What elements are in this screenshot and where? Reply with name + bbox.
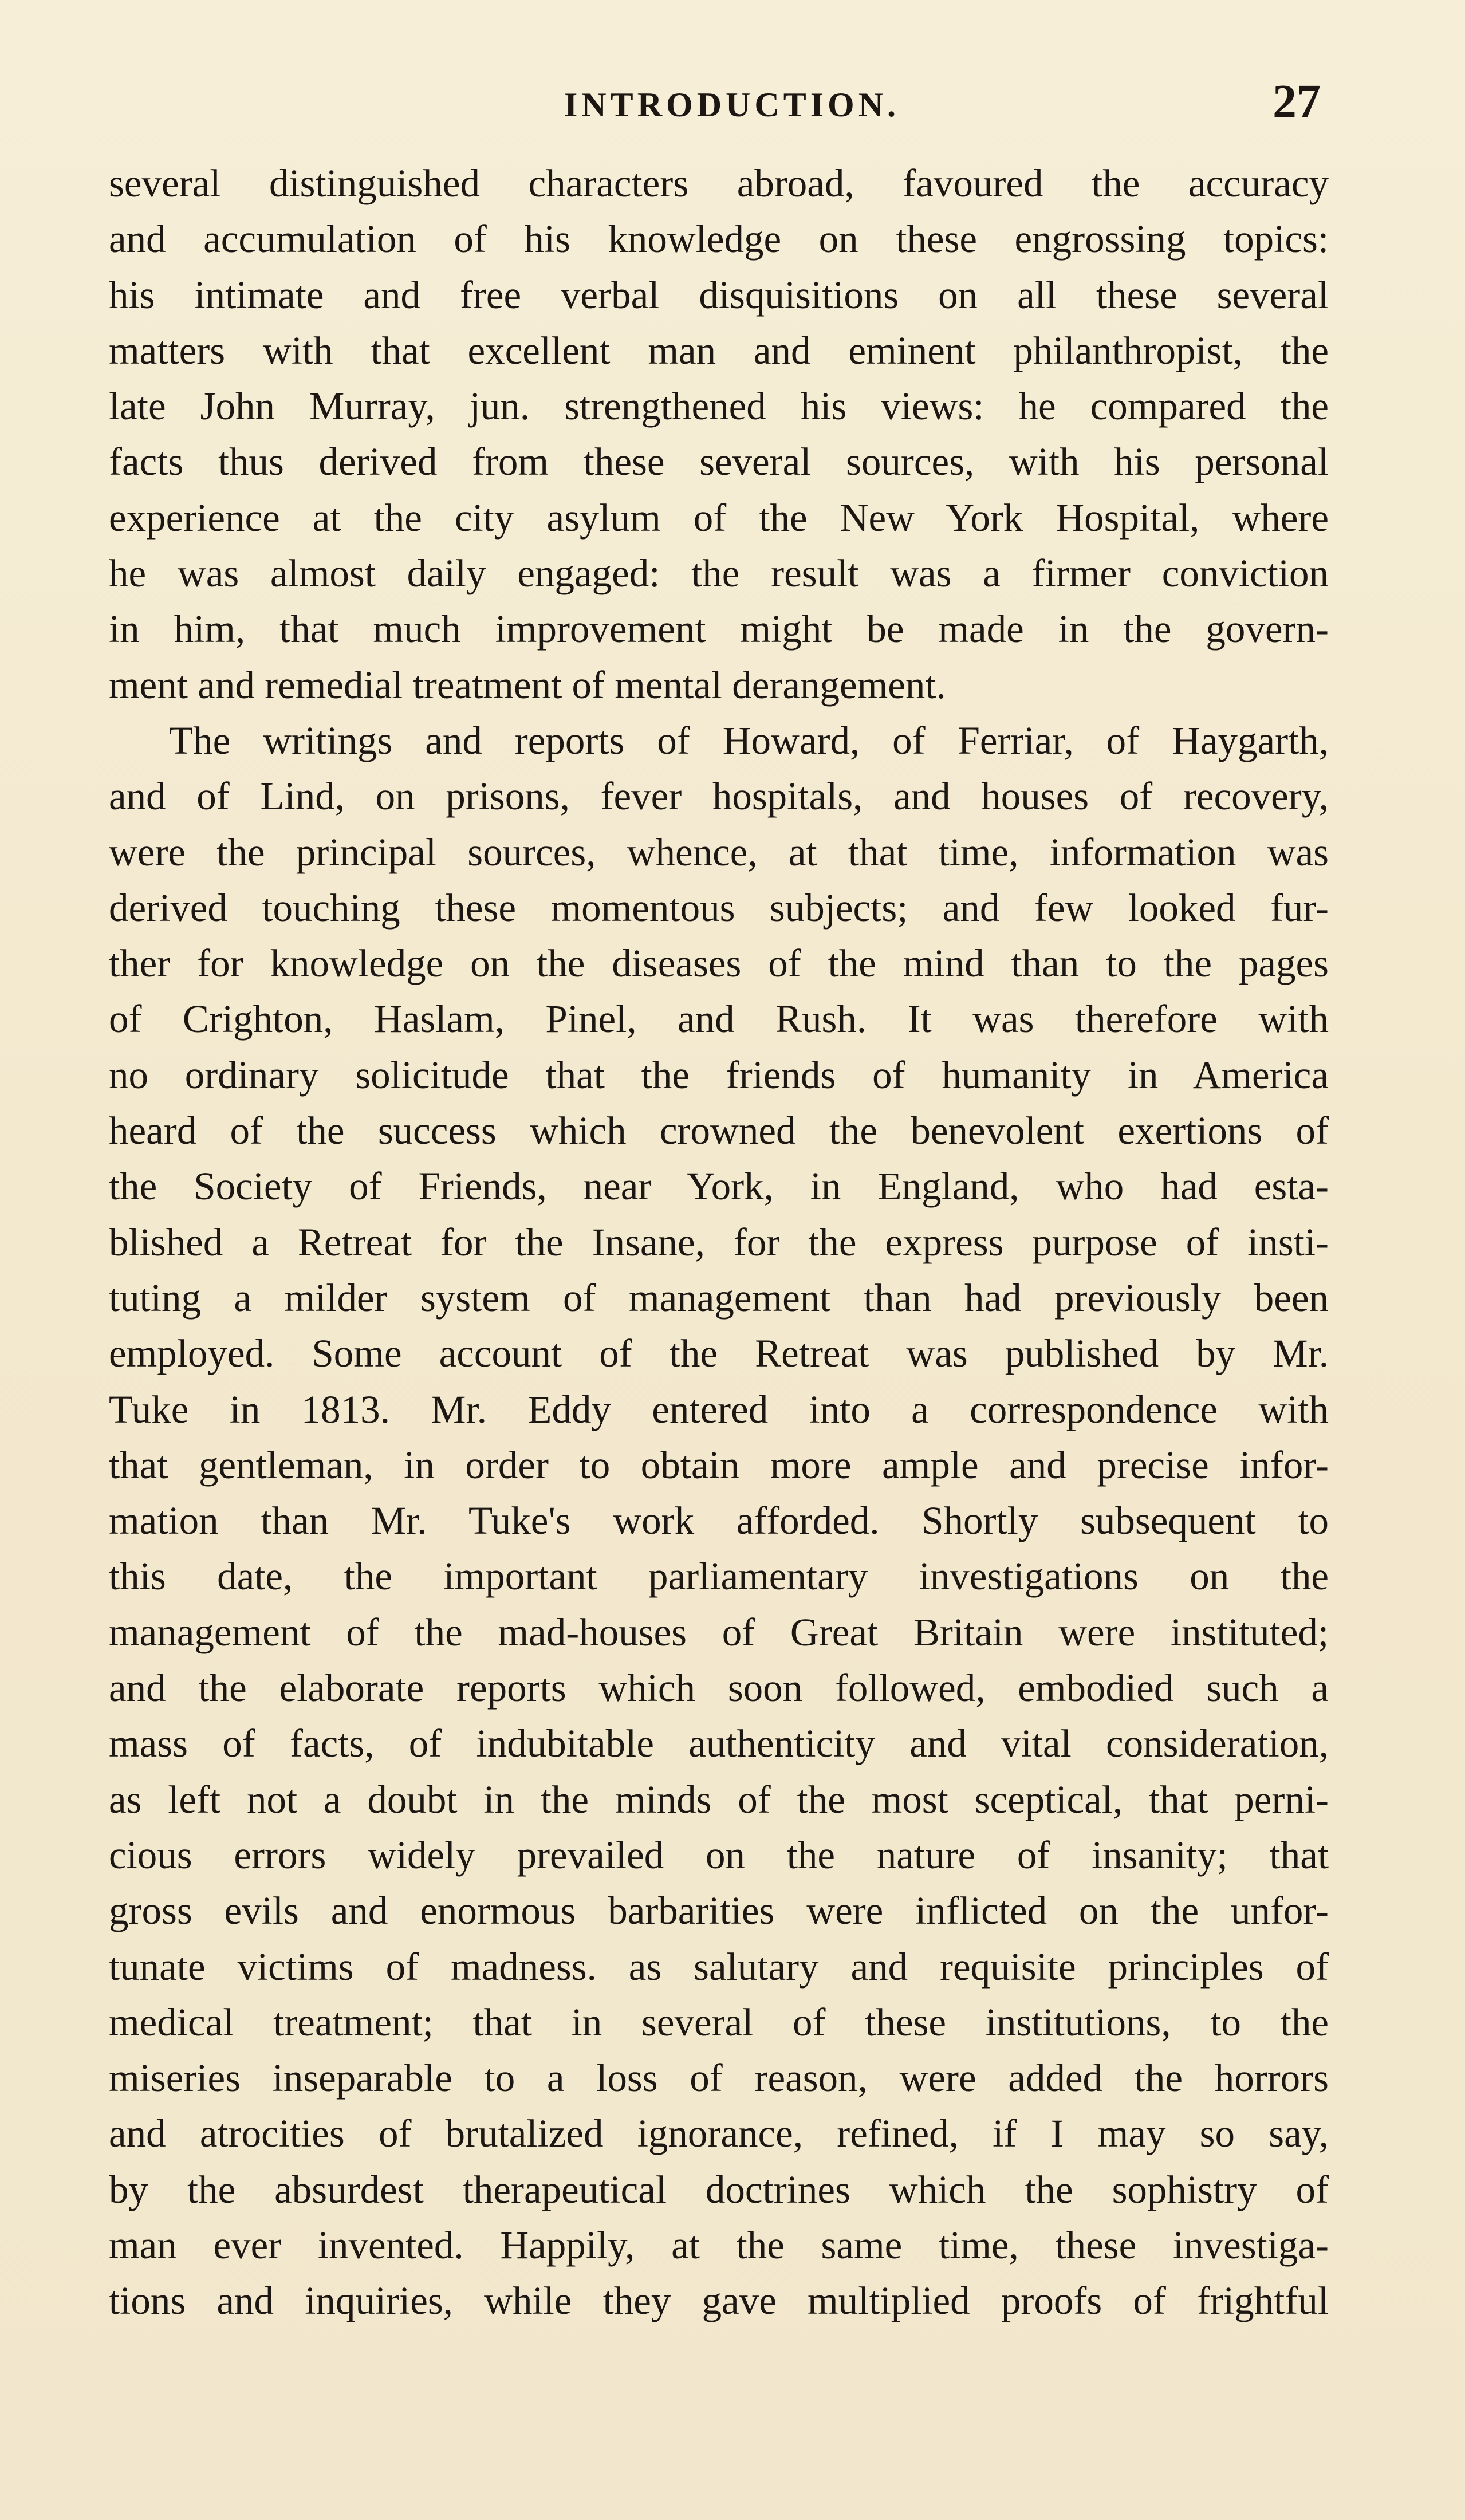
page-number: 27: [1273, 75, 1321, 128]
text-line: that gentleman, in order to obtain more ample and precise infor-: [109, 1443, 1329, 1487]
text-line: gross evils and enormous barbarities were inflicted on the unfor-: [109, 1889, 1329, 1933]
text-line: as left not a doubt in the minds of the most sceptical, that perni-: [109, 1777, 1329, 1821]
text-line: tuting a milder system of management than had previously been: [109, 1275, 1329, 1320]
text-line: tions and inquiries, while they gave multiplied proofs of frightful: [109, 2279, 1329, 2323]
text-line: derived touching these momentous subjects; and few looked fur-: [109, 885, 1329, 930]
text-line: ther for knowledge on the diseases of the mind than to the pages: [109, 942, 1329, 986]
running-head-title: INTRODUCTION.: [564, 86, 900, 124]
text-line: by the absurdest therapeutical doctrines which the sophistry of: [109, 2167, 1329, 2211]
text-line: his intimate and free verbal disquisitions on all these several: [109, 273, 1329, 317]
text-line: matters with that excellent man and eminent philanthropist, the: [109, 328, 1329, 372]
text-line: and accumulation of his knowledge on these engrossing topics:: [109, 217, 1329, 261]
text-line: experience at the city asylum of the New York Hospital, where: [109, 495, 1329, 540]
text-line: no ordinary solicitude that the friends of humanity in America: [109, 1053, 1329, 1097]
text-line: management of the mad-houses of Great Britain were instituted;: [109, 1610, 1329, 1654]
text-line: and atrocities of brutalized ignorance, refined, if I may so say,: [109, 2112, 1329, 2156]
text-line: cious errors widely prevailed on the nature of insanity; that: [109, 1833, 1329, 1877]
text-line: employed. Some account of the Retreat was published by Mr.: [109, 1332, 1329, 1376]
text-line: blished a Retreat for the Insane, for the express purpose of insti-: [109, 1220, 1329, 1264]
running-head: [0, 75, 1465, 131]
text-line: facts thus derived from these several sources, with his personal: [109, 440, 1329, 484]
text-line: mass of facts, of indubitable authenticity and vital consideration,: [109, 1722, 1329, 1766]
text-line: man ever invented. Happily, at the same time, these investiga-: [109, 2223, 1329, 2267]
text-line: this date, the important parliamentary investigations on the: [109, 1554, 1329, 1598]
text-line: miseries inseparable to a loss of reason, were added the horrors: [109, 2056, 1329, 2100]
text-line: tunate victims of madness. as salutary and requisite principles of: [109, 1944, 1329, 1989]
text-line: and the elaborate reports which soon followed, embodied such a: [109, 1666, 1329, 1710]
text-line: the Society of Friends, near York, in England, who had esta-: [109, 1164, 1329, 1208]
text-line: Tuke in 1813. Mr. Eddy entered into a correspondence with: [109, 1387, 1329, 1431]
text-line: The writings and reports of Howard, of Ferriar, of Haygarth,: [169, 718, 1329, 762]
text-line: ment and remedial treatment of mental derangement.: [109, 663, 946, 707]
text-line: several distinguished characters abroad, favoured the accuracy: [109, 162, 1329, 205]
text-line: in him, that much improvement might be made in the govern-: [109, 607, 1329, 651]
text-line: were the principal sources, whence, at that time, information was: [109, 830, 1329, 874]
body-text: [109, 156, 1329, 2329]
text-line: mation than Mr. Tuke's work afforded. Shortly subsequent to: [109, 1499, 1329, 1543]
text-line: heard of the success which crowned the benevolent exertions of: [109, 1109, 1329, 1153]
text-line: he was almost daily engaged: the result was a firmer conviction: [109, 552, 1329, 596]
text-line: medical treatment; that in several of these institutions, to the: [109, 2000, 1329, 2044]
text-line: of Crighton, Haslam, Pinel, and Rush. It was therefore with: [109, 997, 1329, 1041]
text-line: and of Lind, on prisons, fever hospitals, and houses of recovery,: [109, 774, 1329, 818]
text-line: late John Murray, jun. strengthened his views: he compared the: [109, 384, 1329, 428]
